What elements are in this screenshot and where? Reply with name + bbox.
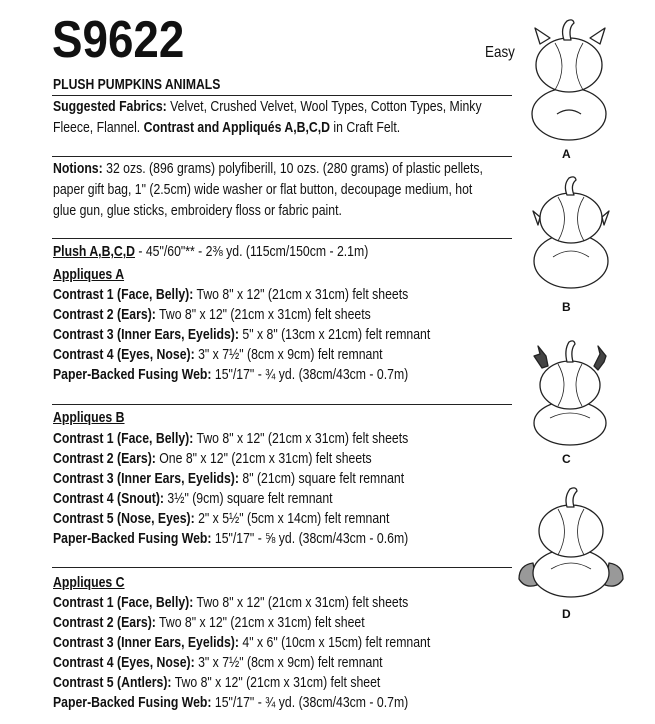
notions-text-2: paper gift bag, 1" (2.5cm) wide washer or flat button, decoupage medium, hot [53, 182, 473, 198]
divider [52, 404, 512, 405]
difficulty-label: Easy [485, 44, 515, 61]
notions-section [53, 159, 565, 222]
appliques-c-item: Contrast 3 (Inner Ears, Eyelids): 4" x 6" (10cm x 15cm) felt remnant [53, 635, 431, 651]
appliques-a-item: Contrast 3 (Inner Ears, Eyelids): 5" x 8" (13cm x 21cm) felt remnant [53, 327, 431, 343]
appliques-b-item: Paper-Backed Fusing Web: 15"/17" - ⅝ yd. (38cm/43cm - 0.6m) [53, 531, 409, 547]
appliques-a-item: Paper-Backed Fusing Web: 15"/17" - ¾ yd. (38cm/43cm - 0.7m) [53, 367, 409, 383]
figure-c-illustration [528, 338, 612, 448]
appliques-a-heading: Appliques A [53, 267, 125, 283]
appliques-b-item: Contrast 5 (Nose, Eyes): 2" x 5½" (5cm x 14cm) felt remnant [53, 511, 390, 527]
figure-b-label: B [562, 300, 571, 314]
appliques-a-item: Contrast 1 (Face, Belly): Two 8" x 12" (21cm x 31cm) felt sheets [53, 287, 409, 303]
fabrics-label: Suggested Fabrics: [53, 99, 167, 115]
figure-a-label: A [562, 147, 571, 161]
divider [52, 238, 512, 239]
divider [52, 156, 512, 157]
pattern-title: PLUSH PUMPKINS ANIMALS [53, 77, 221, 93]
appliques-c-heading: Appliques C [53, 575, 125, 591]
figure-a-illustration [520, 18, 620, 146]
figure-d-illustration [515, 485, 627, 603]
appliques-a-item: Contrast 2 (Ears): Two 8" x 12" (21cm x 31cm) felt sheets [53, 307, 371, 323]
notions-text-1: 32 ozs. (896 grams) polyfiberill, 10 ozs. (280 grams) of plastic pellets, [102, 161, 483, 177]
figure-c-label: C [562, 452, 571, 466]
fabrics-contrast-label: Contrast and Appliqués A,B,C,D [143, 120, 331, 136]
fabrics-text-2: Fleece, Flannel. [53, 120, 144, 136]
plush-yardage [53, 244, 428, 260]
appliques-a-item: Contrast 4 (Eyes, Nose): 3" x 7½" (8cm x 9cm) felt remnant [53, 347, 383, 363]
appliques-c-item: Contrast 5 (Antlers): Two 8" x 12" (21cm x 31cm) felt sheet [53, 675, 381, 691]
appliques-c-item: Contrast 4 (Eyes, Nose): 3" x 7½" (8cm x 9cm) felt remnant [53, 655, 383, 671]
appliques-b-item: Contrast 2 (Ears): One 8" x 12" (21cm x 31cm) felt sheets [53, 451, 372, 467]
divider [52, 567, 512, 568]
appliques-c-item: Paper-Backed Fusing Web: 15"/17" - ¾ yd. (38cm/43cm - 0.7m) [53, 695, 409, 711]
fabrics-text: Velvet, Crushed Velvet, Wool Types, Cotton Types, Minky [166, 99, 482, 115]
fabrics-section [53, 97, 563, 139]
notions-label: Notions: [53, 161, 103, 177]
appliques-c-item: Contrast 1 (Face, Belly): Two 8" x 12" (21cm x 31cm) felt sheets [53, 595, 409, 611]
appliques-b-heading: Appliques B [53, 410, 125, 426]
appliques-b-item: Contrast 1 (Face, Belly): Two 8" x 12" (21cm x 31cm) felt sheets [53, 431, 409, 447]
appliques-b-item: Contrast 4 (Snout): 3½" (9cm) square felt remnant [53, 491, 333, 507]
fabrics-text-3: in Craft Felt. [330, 120, 401, 136]
notions-text-3: glue gun, glue sticks, embroidery floss or fabric paint. [53, 203, 342, 219]
figure-b-illustration [525, 175, 617, 293]
plush-text: - 45"/60"** - 2⅜ yd. (115cm/150cm - 2.1m) [134, 244, 369, 260]
figure-d-label: D [562, 607, 571, 621]
appliques-c-item: Contrast 2 (Ears): Two 8" x 12" (21cm x 31cm) felt sheet [53, 615, 365, 631]
plush-label: Plush A,B,C,D [53, 244, 135, 260]
pattern-number: S9622 [52, 11, 185, 69]
appliques-b-item: Contrast 3 (Inner Ears, Eyelids): 8" (21cm) square felt remnant [53, 471, 405, 487]
